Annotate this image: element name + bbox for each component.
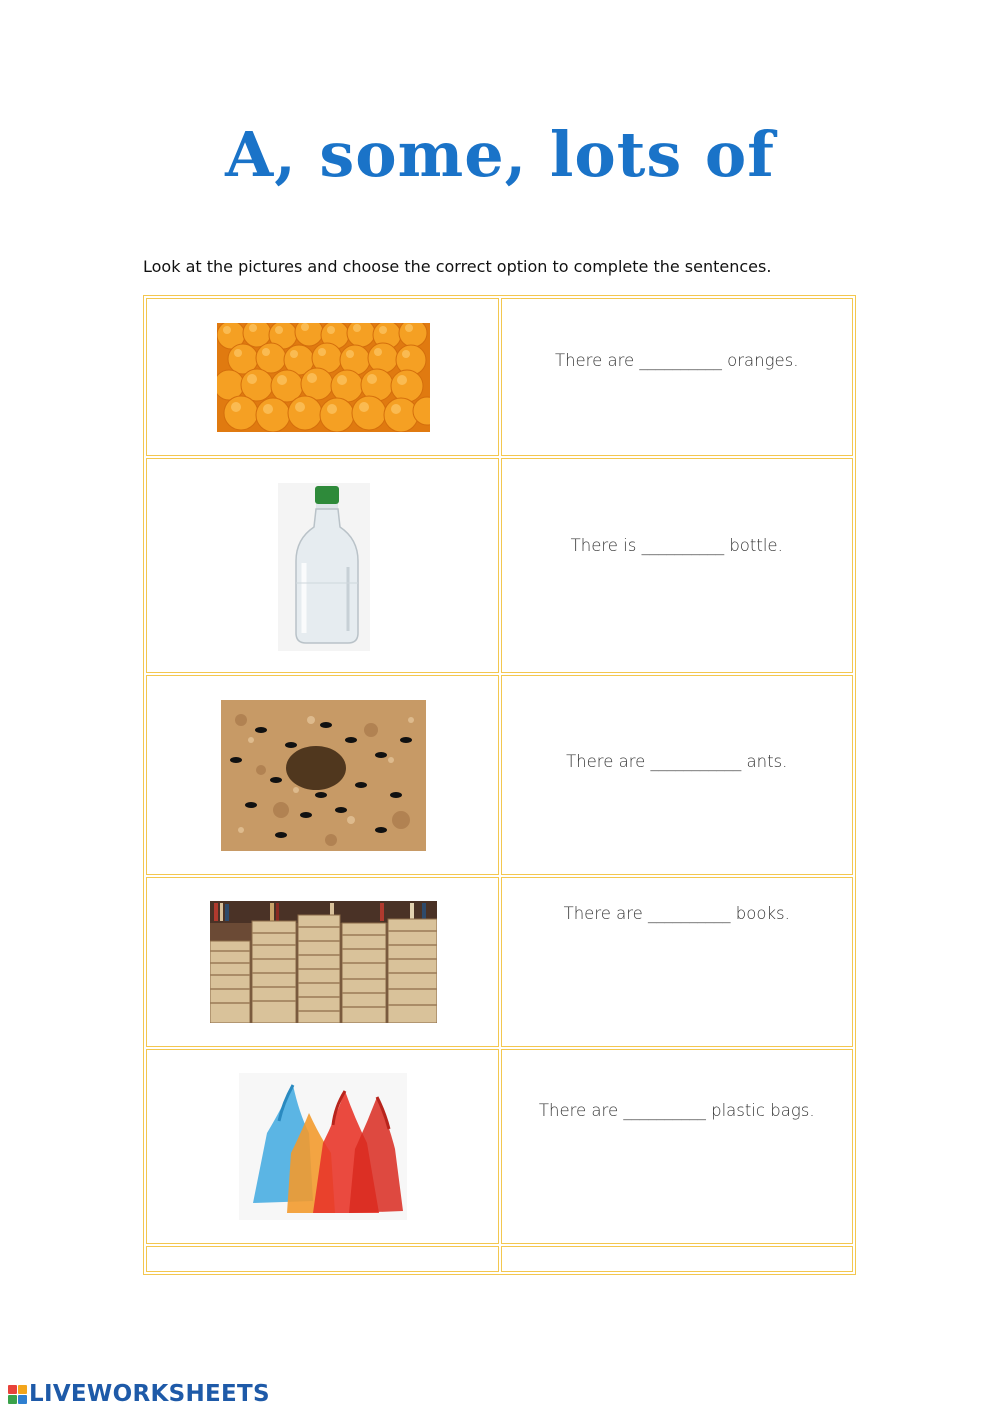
sentence-cell (501, 877, 854, 1047)
instructions-text: Look at the pictures and choose the correct option to complete the sentences. (143, 257, 772, 276)
picture-cell (146, 1049, 499, 1244)
liveworksheets-logo (8, 1381, 270, 1407)
brand-name: LIVEWORKSHEETS (29, 1381, 270, 1407)
sentence-text: There are ___________ ants. (566, 752, 788, 771)
empty-cell (501, 1246, 854, 1272)
sentence-cell (501, 298, 854, 456)
picture-cell (146, 298, 499, 456)
oranges-photo (217, 323, 430, 432)
empty-cell (146, 1246, 499, 1272)
table-row (146, 877, 853, 1047)
picture-cell (146, 458, 499, 673)
table-row (146, 675, 853, 875)
sentence-cell (501, 458, 854, 673)
sentence-text: There are __________ oranges. (554, 351, 799, 370)
table-row (146, 458, 853, 673)
picture-cell (146, 877, 499, 1047)
picture-cell (146, 675, 499, 875)
bottle-photo (278, 483, 370, 651)
plastic-bags-photo (239, 1073, 407, 1220)
ants-photo (221, 700, 426, 851)
table-row (146, 1246, 853, 1272)
sentence-cell (501, 1049, 854, 1244)
logo-blocks-icon (8, 1385, 27, 1404)
sentence-text: There is __________ bottle. (570, 536, 783, 555)
books-photo (210, 901, 437, 1023)
sentence-cell (501, 675, 854, 875)
worksheet-title: A, some, lots of (225, 118, 775, 191)
exercise-table (143, 295, 856, 1275)
table-row (146, 298, 853, 456)
sentence-text: There are __________ plastic bags. (538, 1101, 815, 1120)
table-row (146, 1049, 853, 1244)
sentence-text: There are __________ books. (563, 904, 790, 923)
